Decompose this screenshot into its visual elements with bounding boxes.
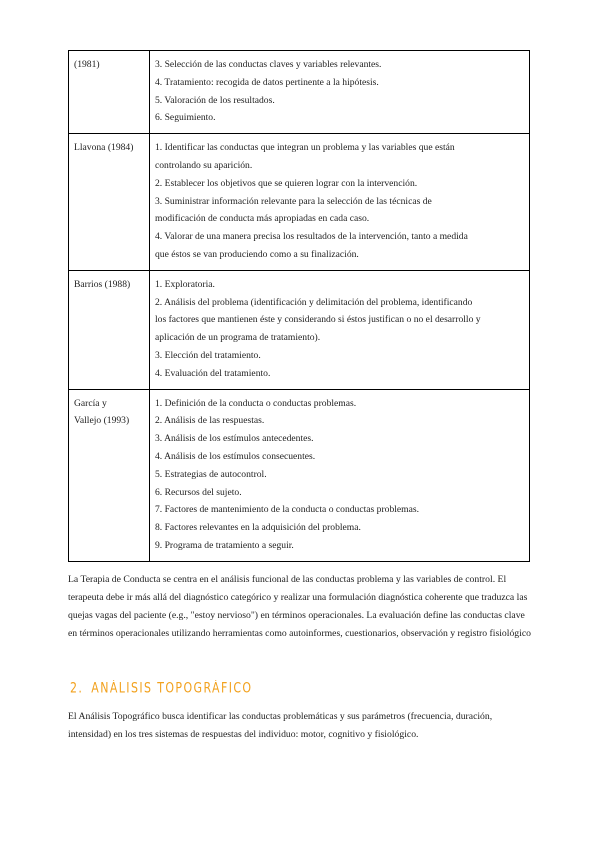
steps-cell <box>150 270 530 389</box>
author-reference: (1981) <box>74 59 100 70</box>
step-line: aplicación de un programa de tratamiento). <box>155 332 321 344</box>
author-cell <box>69 134 150 271</box>
step-line: 8. Factores relevantes en la adquisición del problema. <box>155 522 361 534</box>
assessment-steps-table <box>68 50 530 562</box>
step-line: 5. Estrategias de autocontrol. <box>155 468 267 480</box>
step-line: 4. Evaluación del tratamiento. <box>155 367 271 379</box>
step-line: 6. Recursos del sujeto. <box>155 486 242 498</box>
author-cell <box>69 51 150 134</box>
step-line: 4. Valorar de una manera precisa los resultados de la intervención, tanto a medida <box>155 231 468 243</box>
step-line: modificación de conducta más apropiadas en cada caso. <box>155 213 370 225</box>
step-line: 3. Elección del tratamiento. <box>155 349 261 361</box>
section-heading <box>70 680 252 696</box>
section-title: ANÁLISIS TOPOGRÁFICO <box>91 680 253 697</box>
step-line: 2. Análisis de las respuestas. <box>155 415 265 427</box>
table-row <box>69 51 530 134</box>
step-line: 3. Selección de las conductas claves y variables relevantes. <box>155 59 382 70</box>
section-number: 2. <box>70 680 84 697</box>
step-line: 3. Suministrar información relevante para la selección de las técnicas de <box>155 195 432 207</box>
step-line: que éstos se van produciendo como a su finalización. <box>155 248 359 260</box>
author-reference: Barrios (1988) <box>74 278 131 290</box>
step-line: 4. Análisis de los estímulos consecuentes. <box>155 450 316 462</box>
author-reference: Llavona (1984) <box>74 142 134 154</box>
steps-cell <box>150 389 530 561</box>
step-line: 7. Factores de mantenimiento de la conducta o conductas problemas. <box>155 504 420 516</box>
step-line: controlando su aparición. <box>155 159 253 171</box>
table-row <box>69 134 530 271</box>
step-line: 1. Definición de la conducta o conductas problemas. <box>155 397 357 409</box>
topographic-analysis-paragraph: El Análisis Topográfico busca identificar las conductas problemáticas y sus parámetros (frecuencia, duración, intensidad) en los tres sistemas de respuestas del individuo: motor, cognitivo y fisiológico. <box>68 711 493 740</box>
step-line: los factores que mantienen éste y considerando si éstos justifican o no el desarrollo y <box>155 314 481 326</box>
table-row <box>69 270 530 389</box>
step-line: 9. Programa de tratamiento a seguir. <box>155 539 294 551</box>
step-line: 4. Tratamiento: recogida de datos pertinente a la hipótesis. <box>155 76 379 88</box>
step-line: 1. Identificar las conductas que integran un problema y las variables que están <box>155 142 455 154</box>
step-line: 1. Exploratoria. <box>155 278 215 290</box>
step-line: 6. Seguimiento. <box>155 112 216 124</box>
author-cell <box>69 270 150 389</box>
author-reference: Vallejo (1993) <box>74 415 130 427</box>
step-line: 2. Análisis del problema (identificación y delimitación del problema, identificando <box>155 296 473 308</box>
table-body <box>69 51 530 562</box>
author-cell <box>69 389 150 561</box>
step-line: 2. Establecer los objetivos que se quieren lograr con la intervención. <box>155 177 418 189</box>
functional-analysis-paragraph: La Terapia de Conducta se centra en el análisis funcional de las conductas problema y las variables de control. El terapeuta debe ir más allá del diagnóstico categórico y realizar una formulación diagnóstica coherente que traduzca las quejas vagas del paciente (e.g., "estoy nervioso") en términos operacionales. La evaluación define las conductas clave en términos operacionales utilizando herramientas como autoinformes, cuestionarios, observación y registro fisiológico <box>68 574 531 639</box>
step-line: 5. Valoración de los resultados. <box>155 94 275 106</box>
steps-cell <box>150 51 530 134</box>
author-reference: García y <box>74 397 107 409</box>
step-line: 3. Análisis de los estímulos antecedentes. <box>155 433 314 445</box>
table-row <box>69 389 530 561</box>
steps-cell <box>150 134 530 271</box>
